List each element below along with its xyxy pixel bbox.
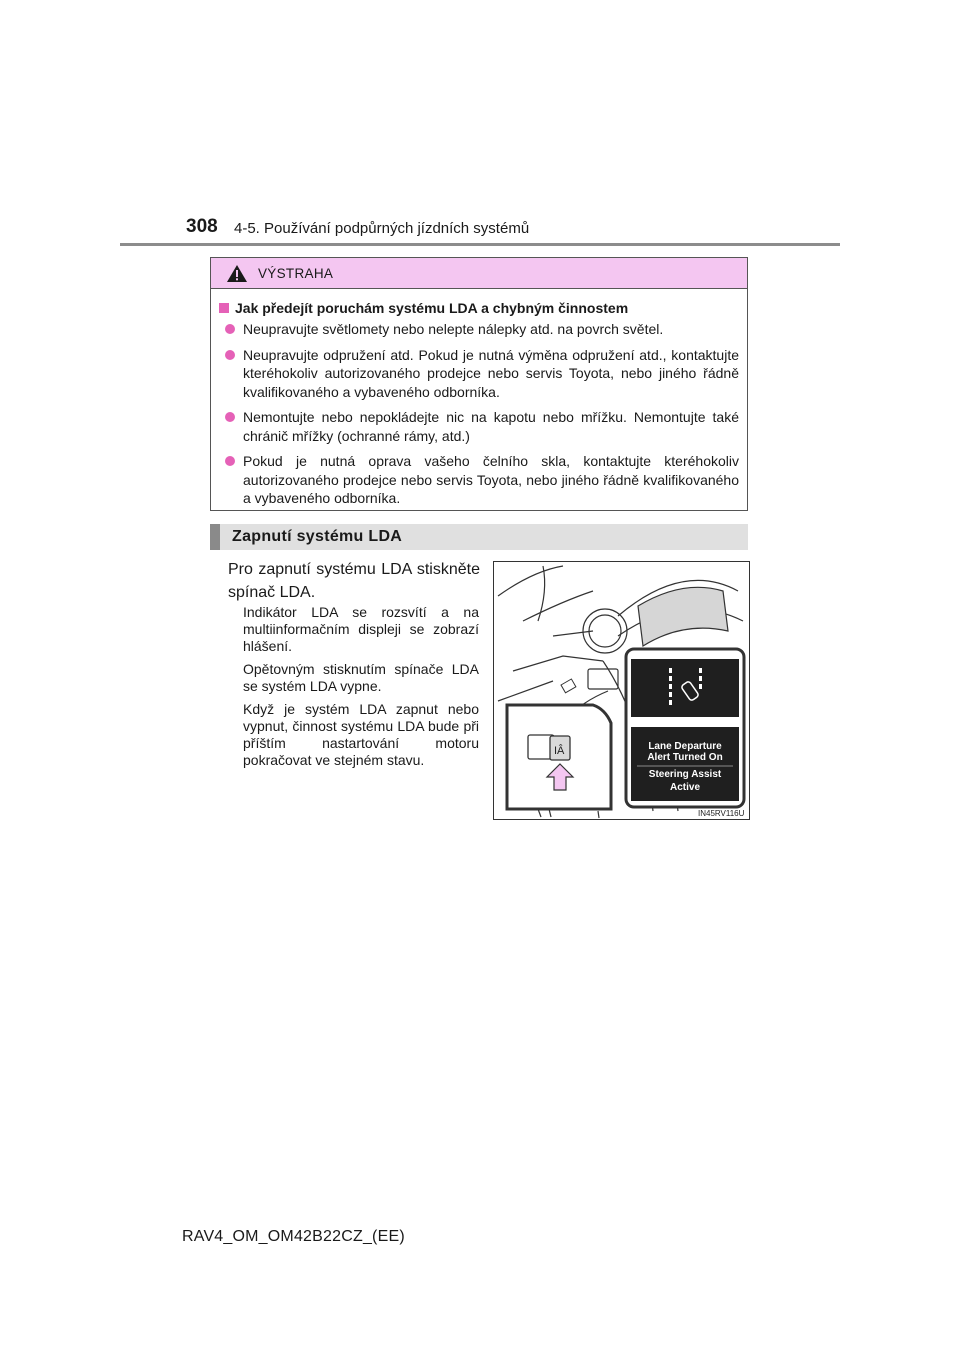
detail-text: Indikátor LDA se rozsvítí a na multiinformačním displeji se zobrazí hlášení. xyxy=(243,604,479,654)
warning-item xyxy=(225,408,739,445)
bullet-dot-icon xyxy=(225,324,235,334)
warning-item xyxy=(225,452,739,508)
square-bullet-icon xyxy=(219,303,229,313)
section-title: 4-5. Používání podpůrných jízdních systémů xyxy=(234,220,530,237)
warning-item-text: Neupravujte odpružení atd. Pokud je nutná výměna odpružení atd., kontaktujte kteréhokoliv autorizovaného prodejce nebo servis Toyota, nebo jiného řádně kvalifikovaného a vybaveného odborníka. xyxy=(243,346,739,400)
warning-triangle-icon xyxy=(226,264,248,283)
warning-header xyxy=(211,258,747,289)
display-line1: Lane Departure xyxy=(648,741,722,752)
bullet-dot-icon xyxy=(225,456,235,466)
warning-item-text: Pokud je nutná oprava vašeho čelního skla, kontaktujte kteréhokoliv autorizovaného prodejce nebo servis Toyota, nebo jiného řádně kvalifikovaného a vybaveného odborníka. xyxy=(243,453,739,506)
detail-text: Když je systém LDA zapnut nebo vypnut, činnost systému LDA bude při příštím nastartování motoru pokračovat ve stejném stavu. xyxy=(243,701,479,768)
warning-item-text: Nemontujte nebo nepokládejte nic na kapotu nebo mřížku. Nemontujte také chránič mřížky (ochranné rámy, atd.) xyxy=(243,409,739,444)
warning-heading xyxy=(219,300,628,316)
subsection-header xyxy=(210,524,748,550)
lda-switch-illustration xyxy=(493,561,750,820)
warning-label: VÝSTRAHA xyxy=(258,265,334,281)
warning-item xyxy=(225,320,739,339)
bullet-dot-icon xyxy=(225,412,235,422)
svg-text:IÂ: IÂ xyxy=(554,745,565,757)
footer-doc-id: RAV4_OM_OM42B22CZ_(EE) xyxy=(182,1228,405,1245)
display-line2: Alert Turned On xyxy=(647,752,723,763)
warning-item-text: Neupravujte světlomety nebo nelepte nálepky atd. na povrch světel. xyxy=(243,321,664,337)
warning-heading-text: Jak předejít poruchám systému LDA a chybným činnostem xyxy=(235,300,629,316)
warning-item xyxy=(225,346,739,402)
display-line4: Active xyxy=(669,782,701,793)
warning-box xyxy=(210,257,748,511)
subsection-bar xyxy=(210,524,220,550)
bullet-dot-icon xyxy=(225,350,235,360)
figure-code: IN45RV116U xyxy=(698,809,745,818)
display-line3: Steering Assist xyxy=(648,769,722,780)
warning-list xyxy=(225,320,739,515)
header-rule xyxy=(120,243,840,246)
subsection-title: Zapnutí systému LDA xyxy=(232,528,403,545)
detail-text: Opětovným stisknutím spínače LDA se systém LDA vypne. xyxy=(243,661,479,694)
page-number: 308 xyxy=(186,216,218,237)
main-instruction: Pro zapnutí systému LDA stiskněte spínač LDA. xyxy=(228,561,480,601)
